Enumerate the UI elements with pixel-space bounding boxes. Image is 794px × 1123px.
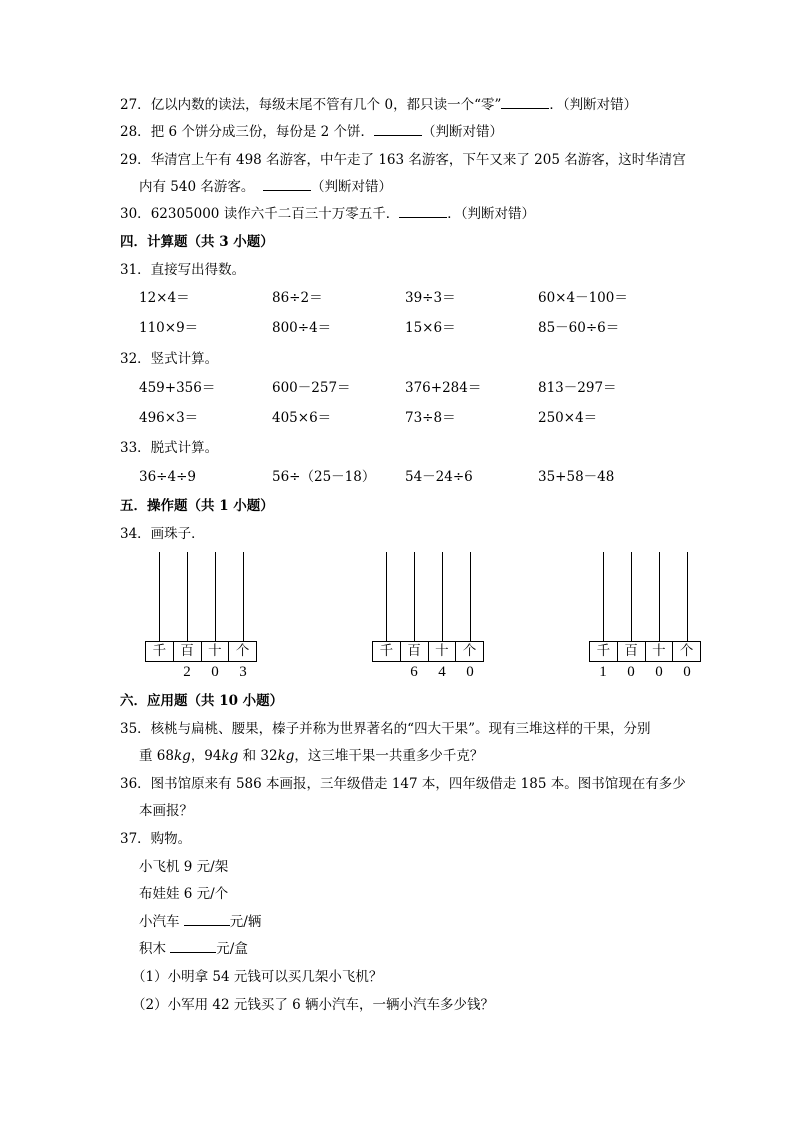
calc-item: 36÷4÷9 bbox=[139, 469, 196, 485]
abacus-rod[interactable] bbox=[414, 552, 415, 642]
price-item: 布娃娃 6 元/个 bbox=[139, 886, 229, 902]
answer-blank[interactable] bbox=[399, 205, 447, 218]
calc-item: 800÷4＝ bbox=[272, 320, 332, 336]
question-29: 29．华清宫上午有 498 名游客，中午走了 163 名游客，下午又来了 205 名游客，这时华清宫 bbox=[120, 152, 686, 168]
calc-item: 405×6＝ bbox=[272, 410, 332, 426]
question-30: 30．62305000 读作六千二百三十万零五千． ．（判断对错） bbox=[120, 206, 535, 222]
calc-item: 459+356＝ bbox=[139, 380, 216, 396]
calc-item: 12×4＝ bbox=[139, 290, 190, 306]
abacus-number: 2 0 3 bbox=[183, 664, 247, 680]
abacus-number: 6 4 0 bbox=[410, 664, 474, 680]
sub-question-1: （1）小明拿 54 元钱可以买几架小飞机？ bbox=[132, 969, 383, 985]
calc-item: 60×4－100＝ bbox=[538, 290, 628, 306]
question-34-title: 34．画珠子． bbox=[120, 526, 205, 542]
section-4-heading: 四．计算题（共 3 小题） bbox=[120, 234, 274, 250]
abacus-1 bbox=[145, 552, 257, 687]
abacus-rod[interactable] bbox=[631, 552, 632, 642]
sub-question-2: （2）小军用 42 元钱买了 6 辆小汽车，一辆小汽车多少钱？ bbox=[132, 997, 495, 1013]
calc-item: 496×3＝ bbox=[139, 410, 199, 426]
question-36: 36．图书馆原来有 586 本画报，三年级借走 147 本，四年级借走 185 本。图书馆现在有多少 bbox=[120, 776, 686, 792]
question-32-title: 32．竖式计算。 bbox=[120, 351, 219, 367]
price-item: 积木 元/盒 bbox=[139, 941, 248, 957]
abacus-rod[interactable] bbox=[687, 552, 688, 642]
calc-item: 600－257＝ bbox=[272, 380, 351, 396]
calc-item: 110×9＝ bbox=[139, 320, 199, 336]
price-blank[interactable] bbox=[184, 913, 230, 926]
question-28: 28．把 6 个饼分成三份，每份是 2 个饼． （判断对错） bbox=[120, 124, 504, 140]
abacus-rod[interactable] bbox=[386, 552, 387, 642]
abacus-rod[interactable] bbox=[470, 552, 471, 642]
abacus-rod[interactable] bbox=[442, 552, 443, 642]
question-29-line2: 内有 540 名游客。 （判断对错） bbox=[139, 179, 392, 195]
question-33-title: 33．脱式计算。 bbox=[120, 440, 219, 456]
price-item: 小汽车 元/辆 bbox=[139, 914, 262, 930]
section-5-heading: 五．操作题（共 1 小题） bbox=[120, 498, 274, 514]
question-37-title: 37．购物。 bbox=[120, 831, 192, 847]
calc-item: 250×4＝ bbox=[538, 410, 598, 426]
place-value-labels: 千 百 十 个 bbox=[589, 641, 701, 662]
abacus-rod[interactable] bbox=[659, 552, 660, 642]
price-blank[interactable] bbox=[170, 940, 216, 953]
question-27: 27．亿以内数的读法，每级末尾不管有几个 0，都只读一个“零” ．（判断对错） bbox=[120, 97, 638, 113]
section-6-heading: 六．应用题（共 10 小题） bbox=[120, 693, 284, 709]
abacus-rod[interactable] bbox=[187, 552, 188, 642]
calc-item: 15×6＝ bbox=[405, 320, 456, 336]
question-36-line2: 本画报？ bbox=[139, 803, 193, 819]
price-item: 小飞机 9 元/架 bbox=[139, 859, 229, 875]
calc-item: 73÷8＝ bbox=[405, 410, 456, 426]
calc-item: 39÷3＝ bbox=[405, 290, 456, 306]
abacus-3 bbox=[589, 552, 703, 687]
answer-blank[interactable] bbox=[374, 123, 422, 136]
abacus-rod[interactable] bbox=[603, 552, 604, 642]
calc-item: 35+58－48 bbox=[538, 469, 615, 485]
calc-item: 54－24÷6 bbox=[405, 469, 473, 485]
question-35-line2: 重 68kg，94kg 和 32kg，这三堆干果一共重多少千克？ bbox=[139, 748, 484, 764]
place-value-labels: 千 百 十 个 bbox=[372, 641, 484, 662]
answer-blank[interactable] bbox=[501, 96, 549, 109]
calc-item: 56÷（25－18） bbox=[272, 469, 376, 485]
abacus-rod[interactable] bbox=[159, 552, 160, 642]
question-35: 35．核桃与扁桃、腰果，榛子并称为世界著名的“四大干果”。现有三堆这样的干果，分别 bbox=[120, 721, 651, 737]
abacus-rod[interactable] bbox=[243, 552, 244, 642]
abacus-2 bbox=[372, 552, 484, 687]
abacus-rod[interactable] bbox=[215, 552, 216, 642]
answer-blank[interactable] bbox=[263, 178, 311, 191]
calc-item: 86÷2＝ bbox=[272, 290, 323, 306]
calc-item: 813－297＝ bbox=[538, 380, 617, 396]
abacus-number: 1 0 0 0 bbox=[599, 664, 691, 680]
question-31-title: 31．直接写出得数。 bbox=[120, 262, 246, 278]
calc-item: 85－60÷6＝ bbox=[538, 320, 620, 336]
place-value-labels: 千 百 十 个 bbox=[145, 641, 257, 662]
calc-item: 376+284＝ bbox=[405, 380, 482, 396]
